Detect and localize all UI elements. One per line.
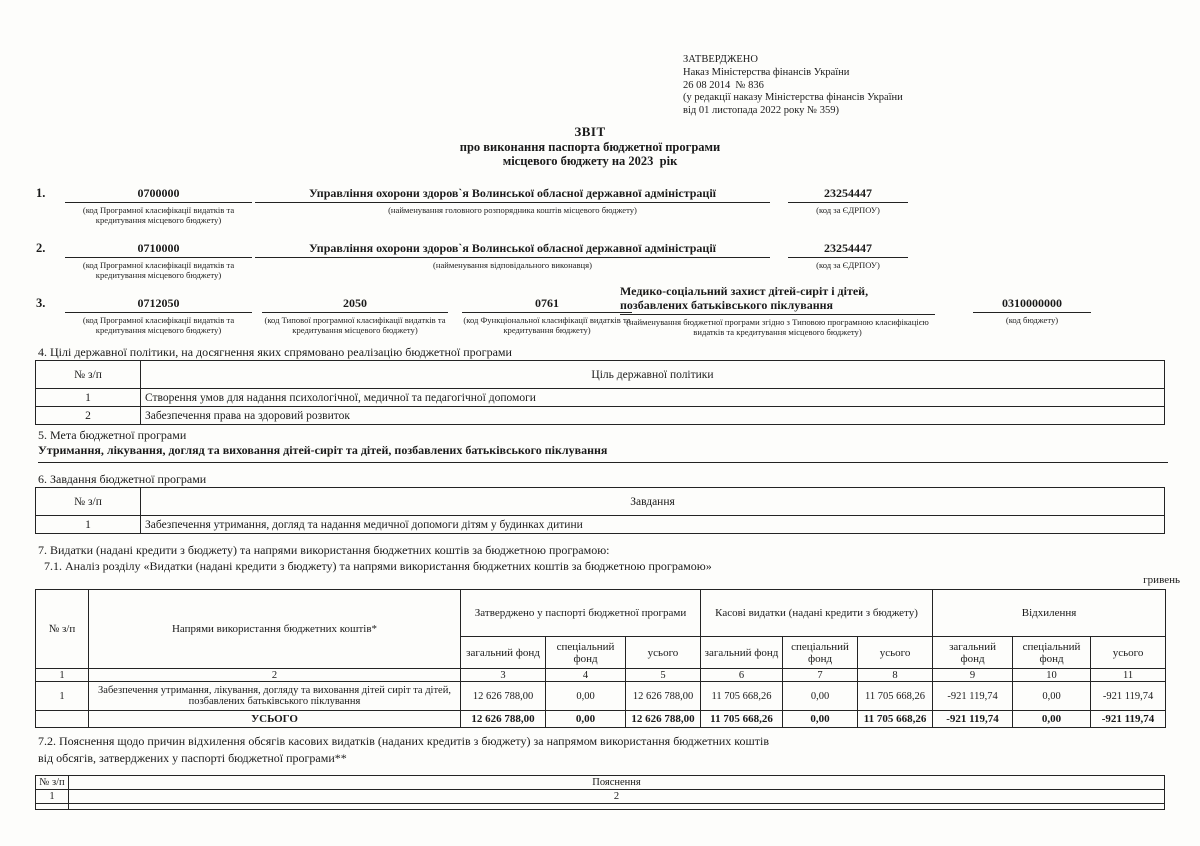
column-index: 1 (36, 790, 69, 804)
title-line-1: ЗВІТ (574, 124, 606, 139)
item-3-program-name: Медико-соціальний захист дітей-сиріт і дітей, позбавлених батьківського піклування (620, 284, 935, 315)
column-index: 7 (783, 669, 858, 682)
section-7-2-heading-line-1: 7.2. Пояснення щодо причин відхилення обсягів касових видатків (наданих кредитів з бюджету) за напрямом використання бюджетних коштів (38, 734, 770, 748)
report-title (0, 125, 1180, 169)
item-2-edrpou-field (788, 239, 908, 270)
table-group-header-row (36, 590, 1166, 637)
section-7-heading: 7. Видатки (надані кредити з бюджету) та напрями використання бюджетних коштів за бюджетною програмою: (38, 543, 610, 557)
item-2-program-code-label: (код Програмної класифікації видатків та кредитування місцевого бюджету) (82, 260, 235, 281)
item-3-functional-code: 0761 (462, 288, 632, 313)
item-3-functional-code-field (462, 288, 632, 336)
expenditure-row (36, 682, 1166, 711)
deviation-general-value: -921 119,74 (933, 682, 1013, 711)
total-approved-special: 0,00 (546, 711, 626, 728)
item-2-number: 2. (36, 241, 46, 255)
column-header-goal: Ціль державної політики (141, 361, 1165, 389)
item-3-typical-code-field (262, 288, 448, 336)
item-2-edrpou: 23254447 (788, 239, 908, 258)
total-row (36, 711, 1166, 728)
cash-special-value: 0,00 (783, 682, 858, 711)
program-meta-text: Утримання, лікування, догляд та виховання дітей-сиріт та дітей, позбавлених батьківського піклування (38, 443, 1168, 463)
section-7-2-table (35, 775, 1165, 810)
total-row-empty-cell (36, 711, 89, 728)
column-header-num: № з/п (36, 488, 141, 516)
total-deviation-total: -921 119,74 (1091, 711, 1166, 728)
cash-general-value: 11 705 668,26 (701, 682, 783, 711)
total-approved-total: 12 626 788,00 (626, 711, 701, 728)
item-2-program-code-field (65, 239, 252, 281)
approved-special-value: 0,00 (546, 682, 626, 711)
item-3-budget-code-field (973, 288, 1091, 325)
item-1-edrpou-field (788, 184, 908, 215)
item-3-typical-code-label: (код Типової програмної класифікації видатків та кредитування місцевого бюджету) (264, 315, 446, 336)
column-index: 3 (461, 669, 546, 682)
column-index: 2 (69, 790, 1165, 804)
section-7-2-heading-line-2: від обсягів, затверджених у паспорті бюджетної програми** (38, 751, 347, 765)
title-line-3: місцевого бюджету на 2023 рік (502, 154, 678, 169)
subheader-special-fund: спеціальний фонд (546, 637, 626, 669)
approved-general-value: 12 626 788,00 (461, 682, 546, 711)
column-index: 2 (89, 669, 461, 682)
item-1-number: 1. (36, 186, 46, 200)
column-index: 11 (1091, 669, 1166, 682)
item-2-edrpou-label: (код за ЄДРПОУ) (816, 260, 880, 270)
group-header-cash: Касові видатки (надані кредити з бюджету) (701, 590, 933, 637)
approval-line: від 01 листопада 2022 року № 359) (683, 105, 839, 117)
item-3-program-code: 0712050 (65, 288, 252, 313)
currency-note: гривень (1143, 574, 1180, 586)
item-2-program-code: 0710000 (65, 239, 252, 258)
item-1-program-code-field (65, 184, 252, 226)
title-line-2: про виконання паспорта бюджетної програми (459, 139, 721, 154)
section-7-1-table (35, 589, 1165, 728)
column-index-row (36, 669, 1166, 682)
item-1-program-code-label: (код Програмної класифікації видатків та кредитування місцевого бюджету) (82, 205, 235, 226)
item-3-functional-code-label: (код Функціональної класифікації видатків та кредитування бюджету) (463, 315, 631, 336)
group-header-approved: Затверджено у паспорті бюджетної програми (461, 590, 701, 637)
subheader-general-fund: загальний фонд (701, 637, 783, 669)
approval-line: 26 08 2014 № 836 (683, 79, 764, 91)
column-header-explanation: Пояснення (69, 776, 1165, 790)
item-3-budget-code: 0310000000 (973, 288, 1091, 313)
column-header-num: № з/п (36, 776, 69, 790)
item-2-name: Управління охорони здоров`я Волинської обласної державної адміністрації (255, 239, 770, 258)
total-deviation-general: -921 119,74 (933, 711, 1013, 728)
deviation-total-value: -921 119,74 (1091, 682, 1166, 711)
empty-cell (69, 804, 1165, 810)
table-row (36, 389, 1165, 407)
item-3-program-code-label: (код Програмної класифікації видатків та кредитування місцевого бюджету) (82, 315, 235, 336)
section-4-table (35, 360, 1165, 425)
subheader-total: усього (1091, 637, 1166, 669)
empty-cell (36, 804, 69, 810)
column-header-directions: Напрями використання бюджетних коштів* (89, 590, 461, 669)
item-1-edrpou-label: (код за ЄДРПОУ) (816, 205, 880, 215)
subheader-general-fund: загальний фонд (461, 637, 546, 669)
item-1-name: Управління охорони здоров`я Волинської обласної державної адміністрації (255, 184, 770, 203)
goal-row-num: 1 (36, 389, 141, 407)
item-1-program-code: 0700000 (65, 184, 252, 203)
column-header-num: № з/п (36, 590, 89, 669)
table-row (36, 516, 1165, 534)
column-index: 10 (1013, 669, 1091, 682)
item-3-budget-code-label: (код бюджету) (1005, 315, 1059, 325)
column-index: 9 (933, 669, 1013, 682)
section-6-table (35, 487, 1165, 534)
empty-row (36, 804, 1165, 810)
column-index: 1 (36, 669, 89, 682)
task-row-num: 1 (36, 516, 141, 534)
deviation-special-value: 0,00 (1013, 682, 1091, 711)
table-header-row (36, 361, 1165, 389)
subheader-general-fund: загальний фонд (933, 637, 1013, 669)
subheader-total: усього (858, 637, 933, 669)
goal-row-num: 2 (36, 407, 141, 425)
total-cash-general: 11 705 668,26 (701, 711, 783, 728)
item-1-name-field (255, 184, 770, 215)
total-deviation-special: 0,00 (1013, 711, 1091, 728)
column-index-row (36, 790, 1165, 804)
total-approved-general: 12 626 788,00 (461, 711, 546, 728)
total-cash-special: 0,00 (783, 711, 858, 728)
total-row-label: УСЬОГО (89, 711, 461, 728)
column-header-num: № з/п (36, 361, 141, 389)
item-1-edrpou: 23254447 (788, 184, 908, 203)
section-6-heading: 6. Завдання бюджетної програми (38, 472, 207, 486)
table-header-row (36, 776, 1165, 790)
subheader-special-fund: спеціальний фонд (783, 637, 858, 669)
column-header-task: Завдання (141, 488, 1165, 516)
item-3-number: 3. (36, 296, 46, 310)
expenditure-direction: Забезпечення утримання, лікування, догляду та виховання дітей сиріт та дітей, позбавлених батьківського піклування (89, 682, 461, 711)
approval-line: (у редакції наказу Міністерства фінансів України (683, 92, 903, 104)
section-7-1-heading: 7.1. Аналіз розділу «Видатки (надані кредити з бюджету) та напрями використання бюджетних коштів за бюджетною програмою» (44, 559, 712, 573)
approval-line: ЗАТВЕРДЖЕНО (683, 54, 758, 65)
expenditure-row-num: 1 (36, 682, 89, 711)
column-index: 6 (701, 669, 783, 682)
group-header-deviation: Відхилення (933, 590, 1166, 637)
item-3-typical-code: 2050 (262, 288, 448, 313)
total-cash-total: 11 705 668,26 (858, 711, 933, 728)
subheader-total: усього (626, 637, 701, 669)
column-index: 4 (546, 669, 626, 682)
task-row-text: Забезпечення утримання, догляд та надання медичної допомоги дітям у будинках дитини (141, 516, 1165, 534)
approval-line: Наказ Міністерства фінансів України (683, 66, 850, 78)
approval-block (683, 54, 903, 118)
section-4-heading: 4. Цілі державної політики, на досягнення яких спрямовано реалізацію бюджетної програми (38, 345, 512, 359)
subheader-special-fund: спеціальний фонд (1013, 637, 1091, 669)
item-3-program-name-label: (найменування бюджетної програми згідно з Типовою програмною класифікацією видатків та кредитування місцевого бюджету) (626, 317, 929, 338)
table-row (36, 407, 1165, 425)
cash-total-value: 11 705 668,26 (858, 682, 933, 711)
goal-row-text: Створення умов для надання психологічної, медичної та педагогічної допомоги (141, 389, 1165, 407)
item-3-program-name-field (620, 284, 935, 338)
approved-total-value: 12 626 788,00 (626, 682, 701, 711)
item-3-program-code-field (65, 288, 252, 336)
column-index: 5 (626, 669, 701, 682)
column-index: 8 (858, 669, 933, 682)
item-2-name-label: (найменування відповідального виконавця) (433, 260, 592, 270)
table-header-row (36, 488, 1165, 516)
section-5-heading: 5. Мета бюджетної програми (38, 428, 187, 442)
item-1-name-label: (найменування головного розпорядника коштів місцевого бюджету) (388, 205, 637, 215)
item-2-name-field (255, 239, 770, 270)
goal-row-text: Забезпечення права на здоровий розвиток (141, 407, 1165, 425)
